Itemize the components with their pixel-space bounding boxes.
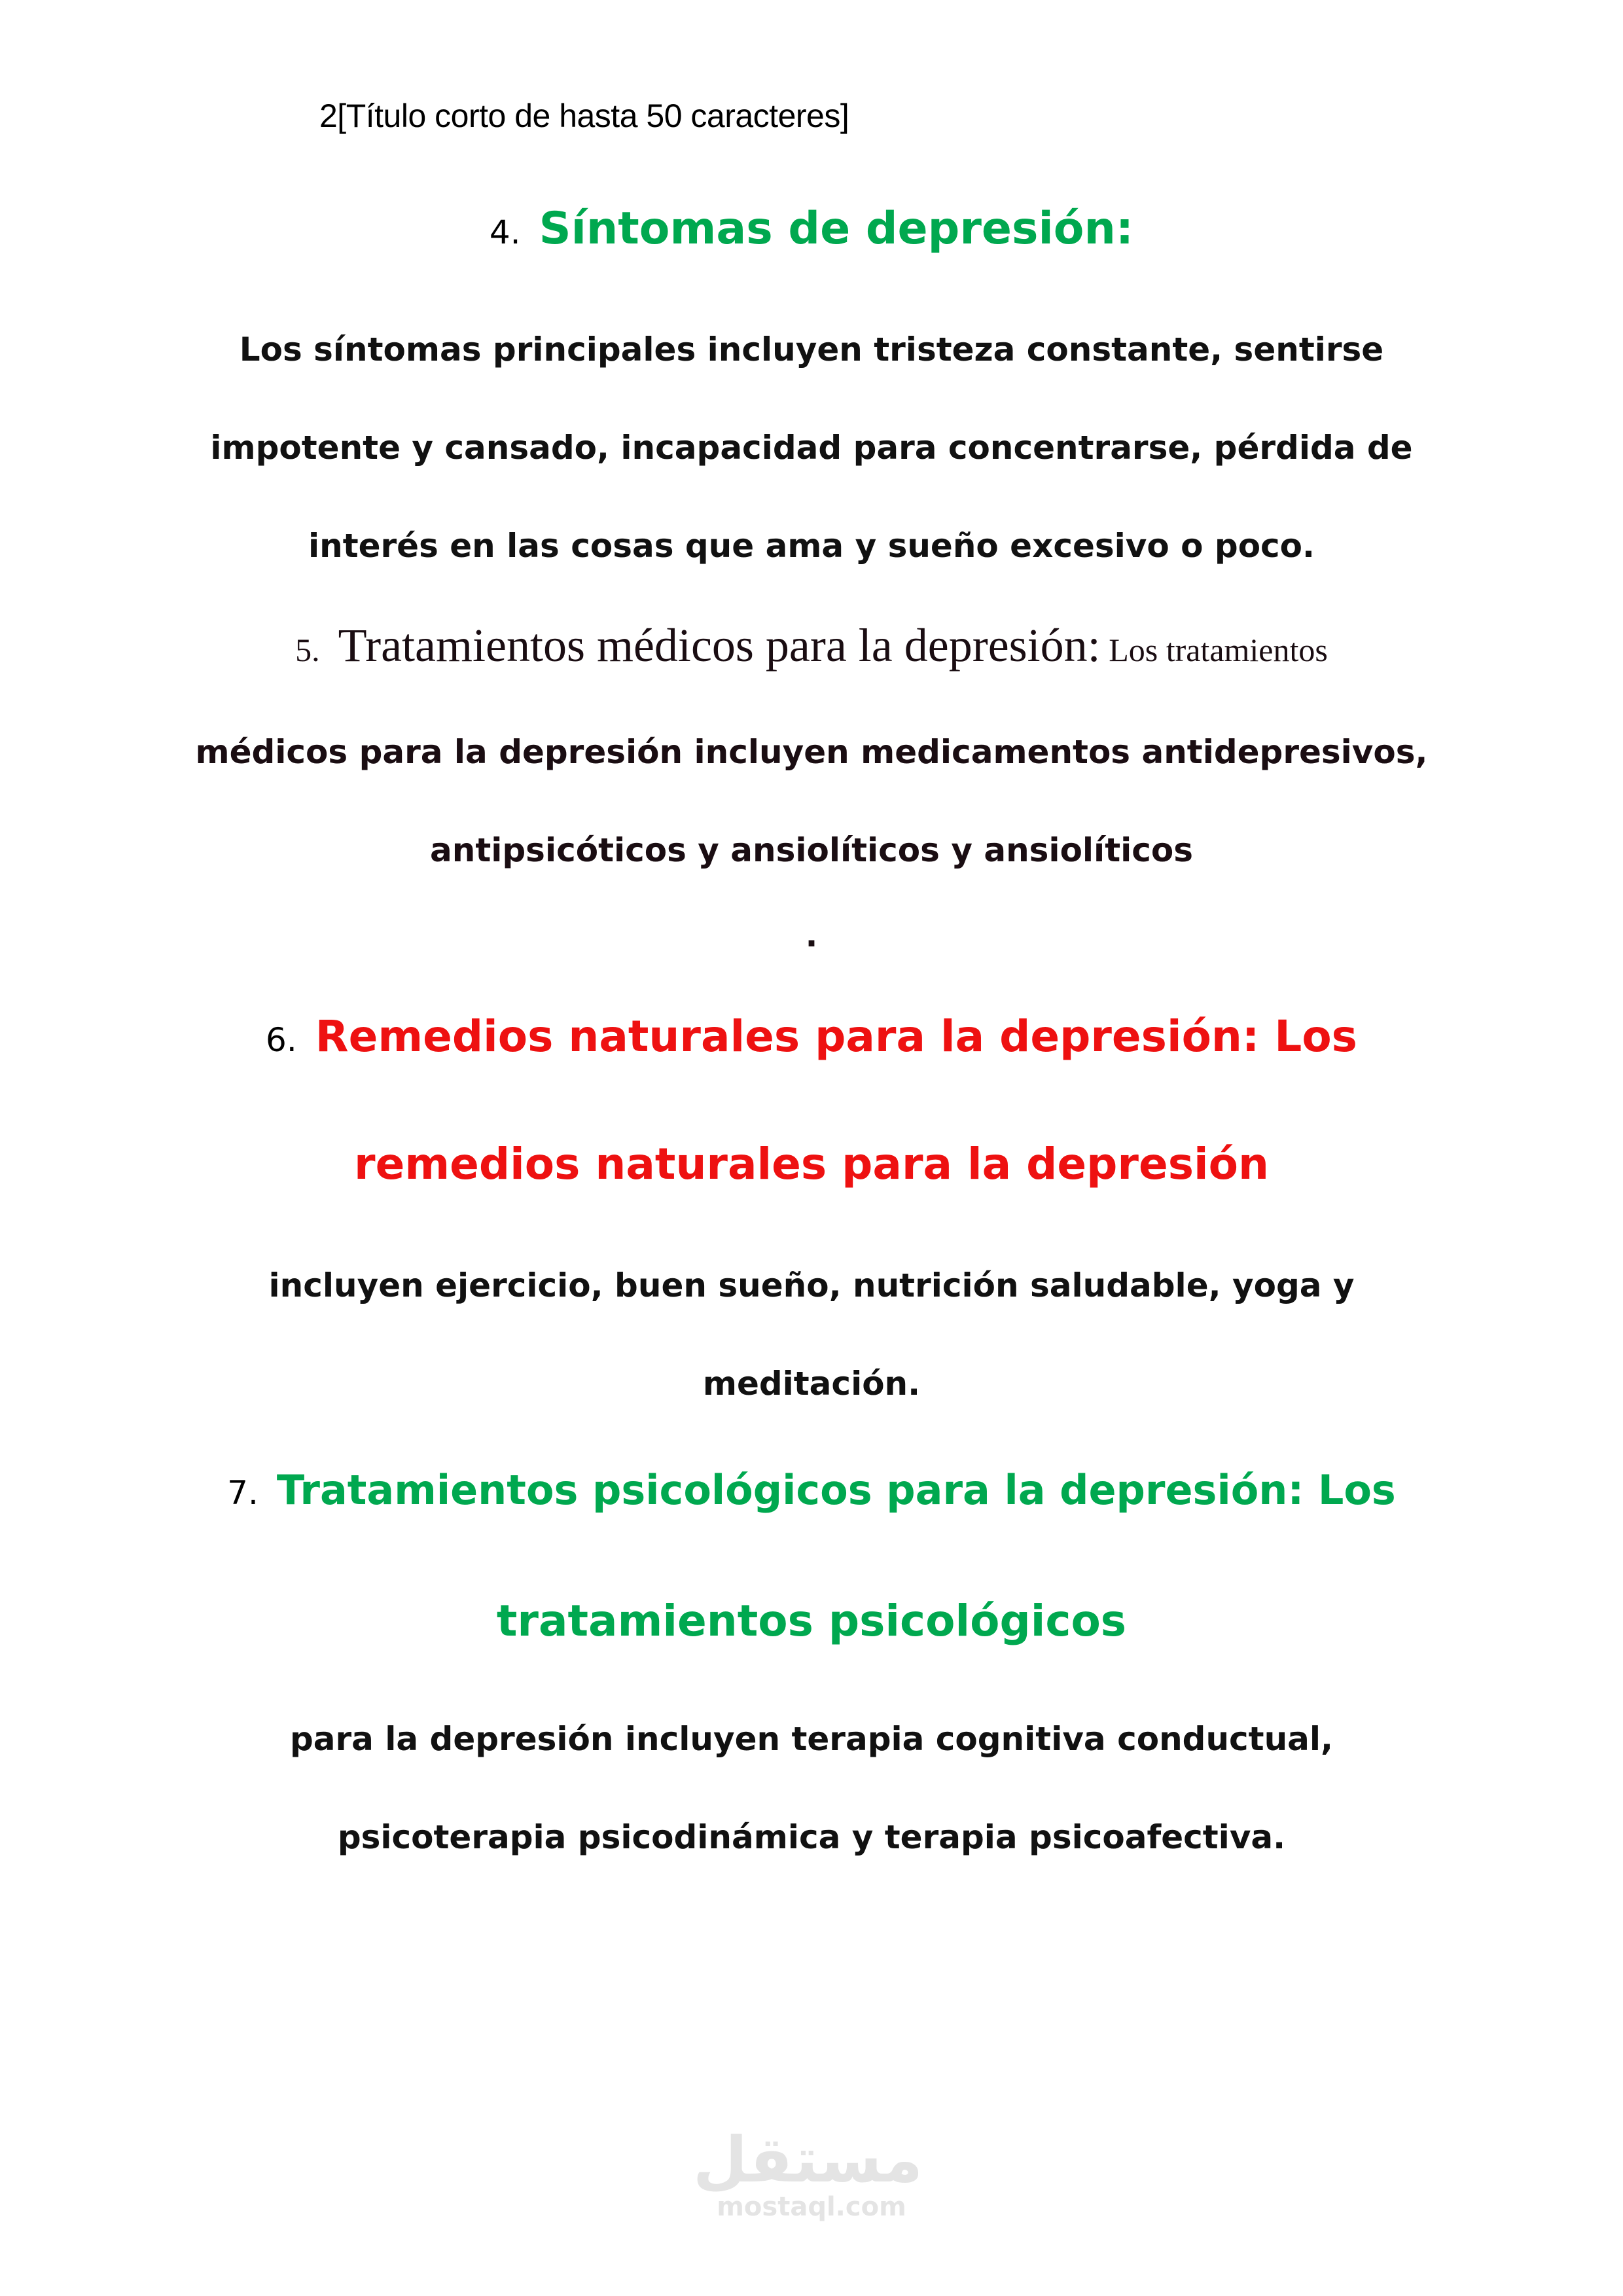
mostaql-watermark-logo — [692, 2123, 923, 2222]
section-7-number: 7. — [227, 1474, 259, 1512]
watermark-arabic-text: مستقل — [692, 2123, 923, 2197]
section-5-number: 5. — [295, 632, 320, 668]
section-5-line-1: médicos para la depresión incluyen medicamentos antidepresivos, — [195, 733, 1428, 771]
section-4-heading — [0, 203, 1623, 255]
section-7-line-2: psicoterapia psicodinámica y terapia psicoafectiva. — [337, 1818, 1286, 1856]
watermark-latin-text: mostaql.com — [717, 2192, 906, 2222]
section-7-title-line-1: Tratamientos psicológicos para la depresión: Los — [276, 1466, 1396, 1514]
section-5-title: Tratamientos médicos para la depresión: — [338, 619, 1101, 672]
section-5-title-tail: Los tratamientos — [1100, 632, 1328, 668]
section-4-line-1: Los síntomas principales incluyen tristeza constante, sentirse — [239, 331, 1384, 368]
section-6-number: 6. — [266, 1021, 297, 1059]
section-6-title-line-1: Remedios naturales para la depresión: Los — [315, 1011, 1357, 1062]
section-5-line-3: . — [805, 916, 818, 954]
section-4-number: 4. — [489, 213, 521, 251]
section-5-line-2: antipsicóticos y ansiolíticos y ansiolíticos — [430, 831, 1193, 869]
section-4-title: Síntomas de depresión: — [539, 203, 1134, 255]
section-7-title-line-2: tratamientos psicológicos — [496, 1596, 1127, 1646]
section-7-heading — [0, 1466, 1623, 1514]
section-5-heading — [0, 619, 1623, 673]
section-7-line-1: para la depresión incluyen terapia cognitiva conductual, — [289, 1720, 1334, 1758]
section-4-line-2: impotente y cansado, incapacidad para concentrarse, pérdida de — [210, 429, 1413, 467]
section-4-line-3: interés en las cosas que ama y sueño excesivo o poco. — [308, 527, 1315, 565]
section-6-line-2: meditación. — [702, 1365, 921, 1403]
section-6-title-line-2: remedios naturales para la depresión — [354, 1139, 1269, 1189]
section-6-line-1: incluyen ejercicio, buen sueño, nutrición saludable, yoga y — [268, 1266, 1355, 1304]
section-6-heading — [0, 1011, 1623, 1062]
page-header: 2[Título corto de hasta 50 caracteres] — [319, 98, 849, 134]
